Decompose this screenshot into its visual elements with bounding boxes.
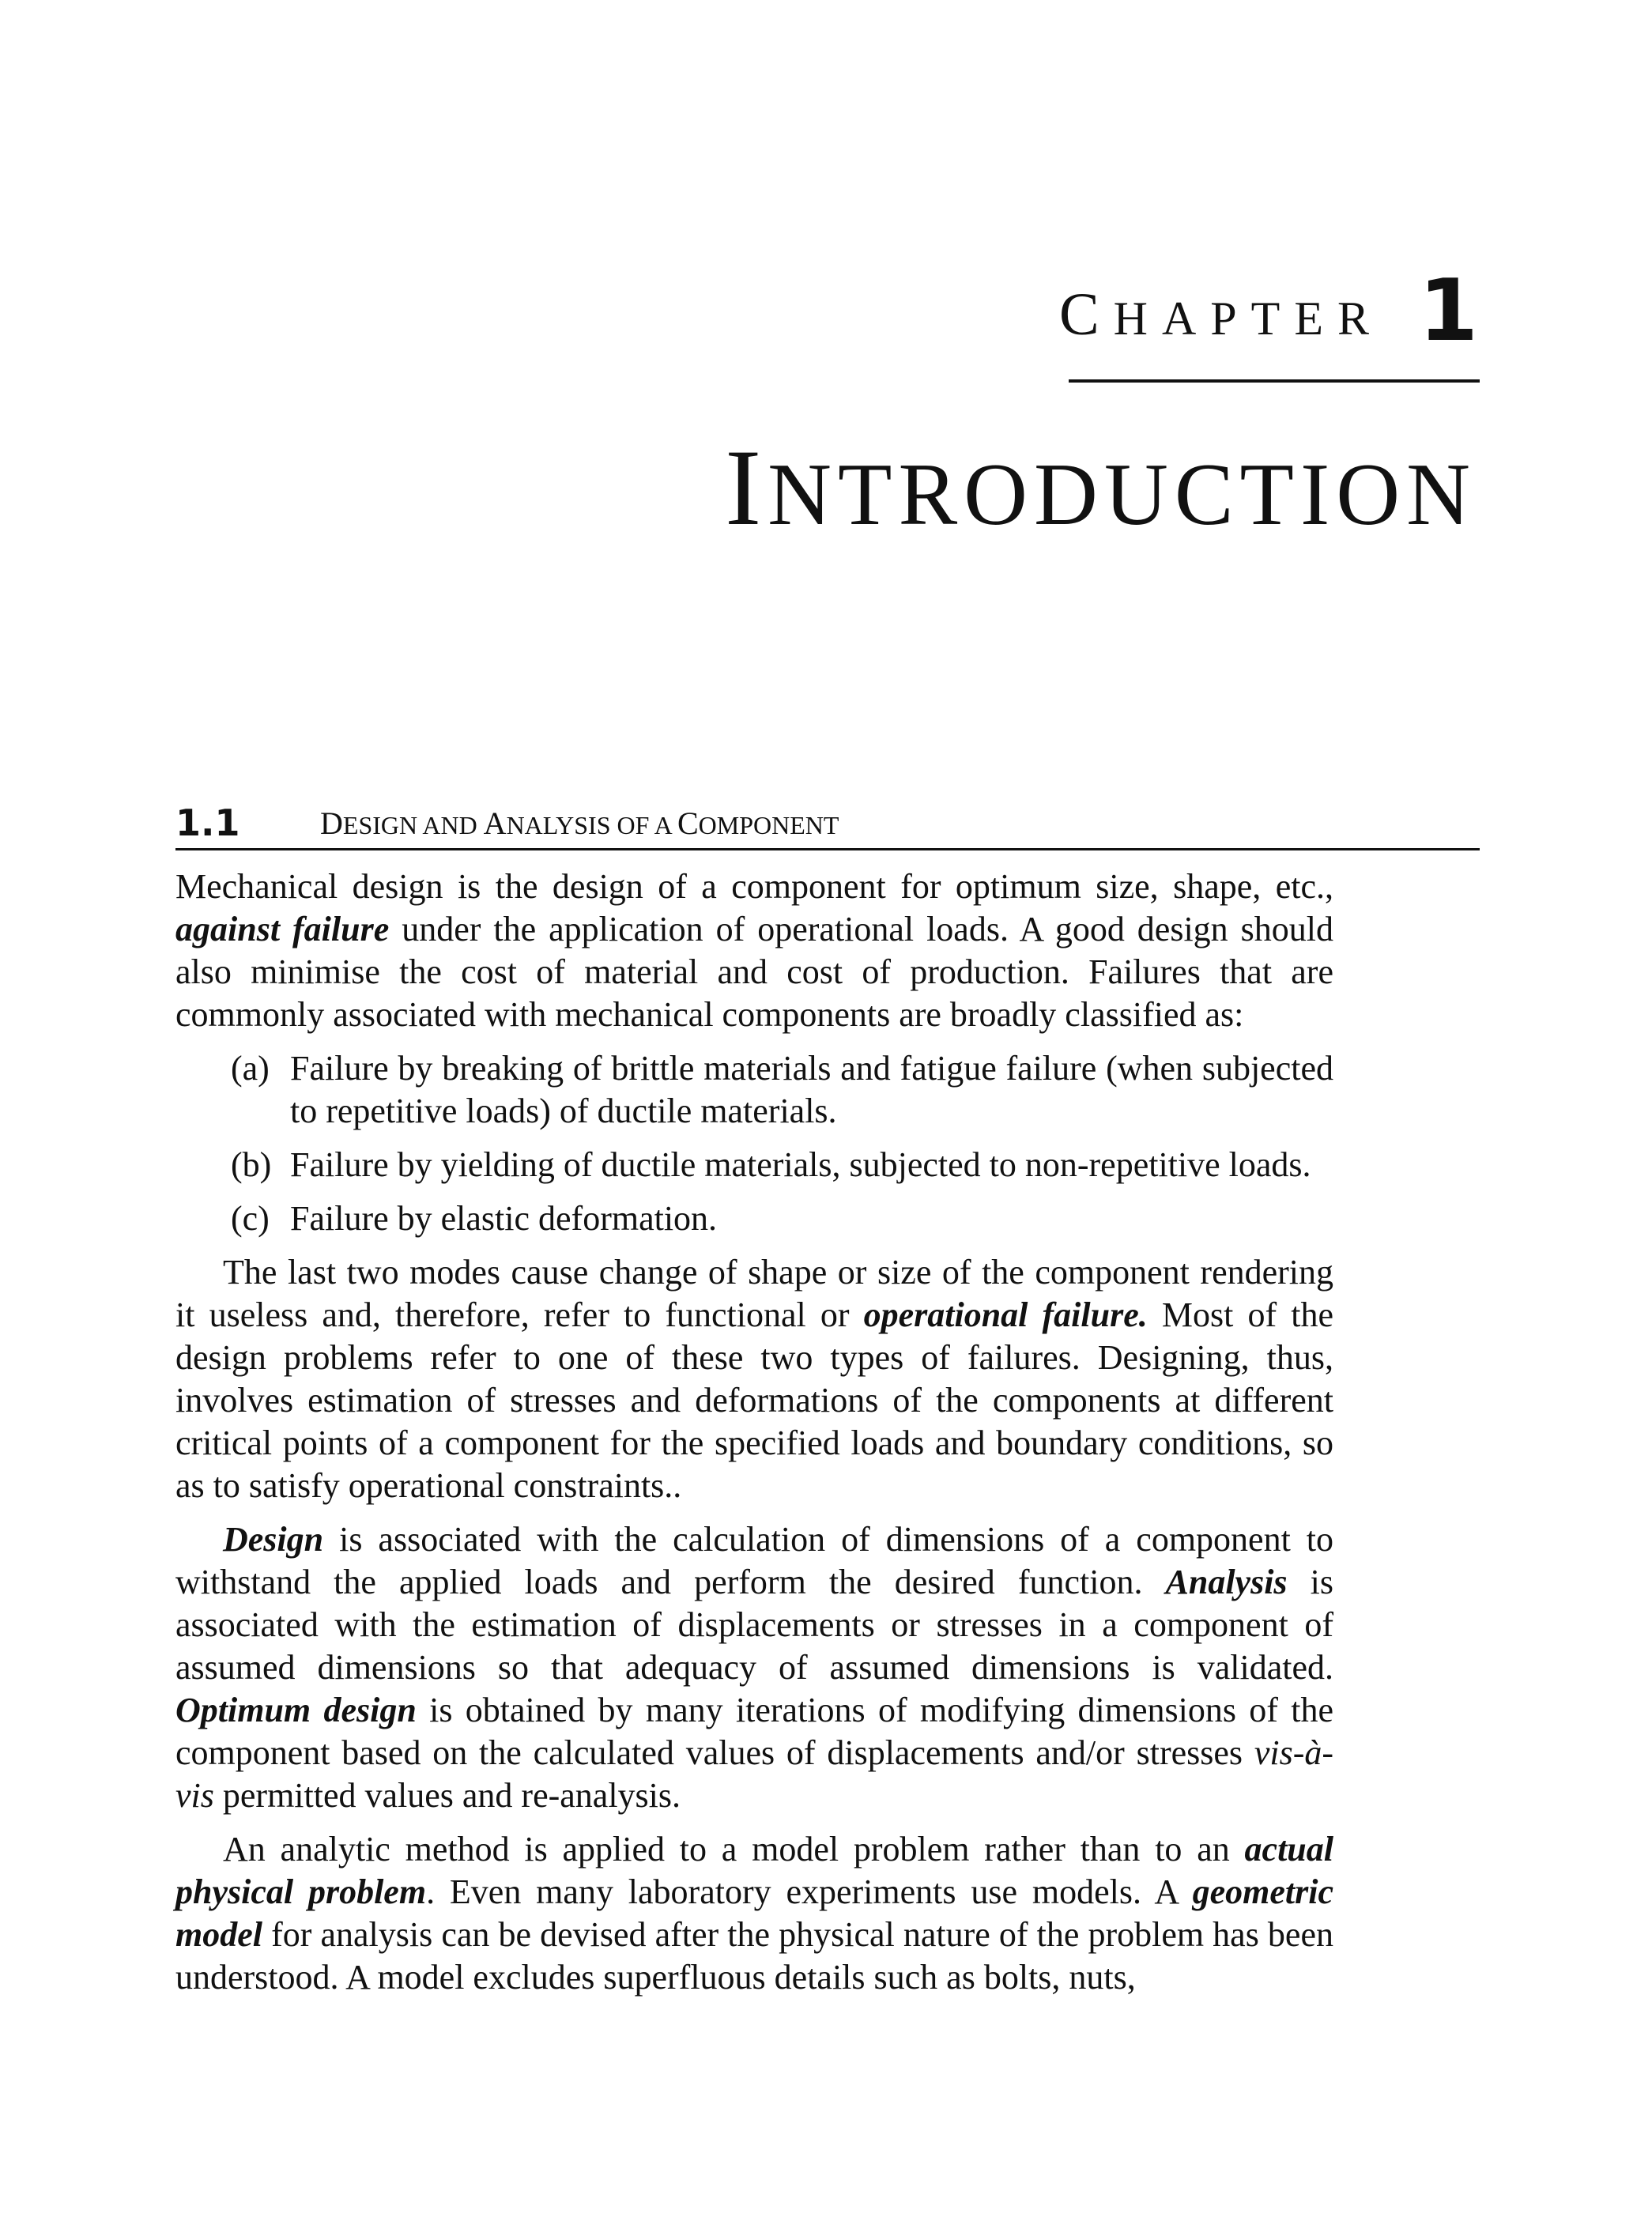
chapter-title (725, 427, 1477, 548)
body-text (175, 865, 1333, 2010)
chapter-title-initial: I (725, 427, 768, 548)
paragraph-1 (175, 865, 1333, 1036)
text-run: permitted values and re-analysis. (213, 1776, 681, 1815)
section-title-part: D (320, 805, 343, 841)
chapter-label (1058, 281, 1383, 348)
text-run: Most of the design problems refer to one of these two types of failures. Designing, thus, involves estimation of stresses and deformations of the components at different critical points of a component for the specified loads and boundary conditions, so as to satisfy operational constraints.. (175, 1295, 1333, 1505)
section-rule (175, 848, 1480, 850)
chapter-label-initial: C (1058, 281, 1114, 348)
emphasis-actual-physical-problem: actual physical problem (175, 1830, 1333, 1911)
section-title-part: A (483, 805, 507, 841)
chapter-number: 1 (1418, 262, 1478, 360)
list-item (175, 1197, 1333, 1240)
italic-vis-a-vis: vis-à-vis (175, 1733, 1333, 1815)
text-run: is obtained by many iterations of modifying dimensions of the component based on the calculated values of displacements and/or stresses (175, 1691, 1333, 1772)
list-item-text: Failure by elastic deformation. (290, 1199, 718, 1238)
emphasis-design: Design (223, 1520, 324, 1559)
list-marker: (b) (231, 1145, 272, 1184)
section-number: 1.1 (175, 801, 240, 844)
chapter-label-rest: HAPTER (1113, 292, 1383, 345)
text-run: Mechanical design is the design of a component for optimum size, shape, etc., (175, 867, 1333, 906)
paragraph-4 (175, 1828, 1333, 1999)
list-item-text: Failure by yielding of ductile materials, subjected to non-repetitive loads. (290, 1145, 1311, 1184)
paragraph-3 (175, 1518, 1333, 1817)
list-marker: (c) (231, 1199, 270, 1238)
emphasis-optimum-design: Optimum design (175, 1691, 417, 1729)
text-run: under the application of operational loads. A good design should also minimise the cost of material and cost of production. Failures that are commonly associated with mechanical components are broadly classified as: (175, 910, 1333, 1034)
emphasis-analysis: Analysis (1165, 1563, 1288, 1601)
section-title-part: OMPONENT (698, 811, 839, 839)
chapter-title-rest: NTRODUCTION (768, 446, 1477, 544)
emphasis-operational-failure: operational failure. (863, 1295, 1148, 1334)
text-run: The last two modes cause change of shape or size of the component rendering it useless and, therefore, refer to functional or (175, 1253, 1333, 1334)
section-title-part: NALYSIS OF A (506, 811, 677, 839)
chapter-rule (1069, 379, 1480, 383)
section-title (320, 805, 839, 841)
list-item (175, 1047, 1333, 1133)
text-run: . Even many laboratory experiments use models. A (426, 1872, 1193, 1911)
emphasis-against-failure: against failure (175, 910, 390, 948)
paragraph-2 (175, 1251, 1333, 1507)
section-title-part: C (677, 805, 699, 841)
list-item-text: Failure by breaking of brittle materials and fatigue failure (when subjected to repetitive loads) of ductile materials. (290, 1049, 1333, 1130)
emphasis-geometric-model: geometric model (175, 1872, 1333, 1954)
list-item (175, 1144, 1333, 1186)
text-run: An analytic method is applied to a model problem rather than to an (223, 1830, 1245, 1869)
text-run: is associated with the calculation of dimensions of a component to withstand the applied loads and perform the desired function. (175, 1520, 1333, 1601)
list-marker: (a) (231, 1049, 270, 1088)
text-run: is associated with the estimation of displacements or stresses in a component of assumed dimensions so that adequacy of assumed dimensions is validated. (175, 1563, 1333, 1687)
text-run: for analysis can be devised after the physical nature of the problem has been understood. A model excludes superfluous details such as bolts, nuts, (175, 1915, 1333, 1997)
section-title-part: ESIGN AND (342, 811, 484, 839)
